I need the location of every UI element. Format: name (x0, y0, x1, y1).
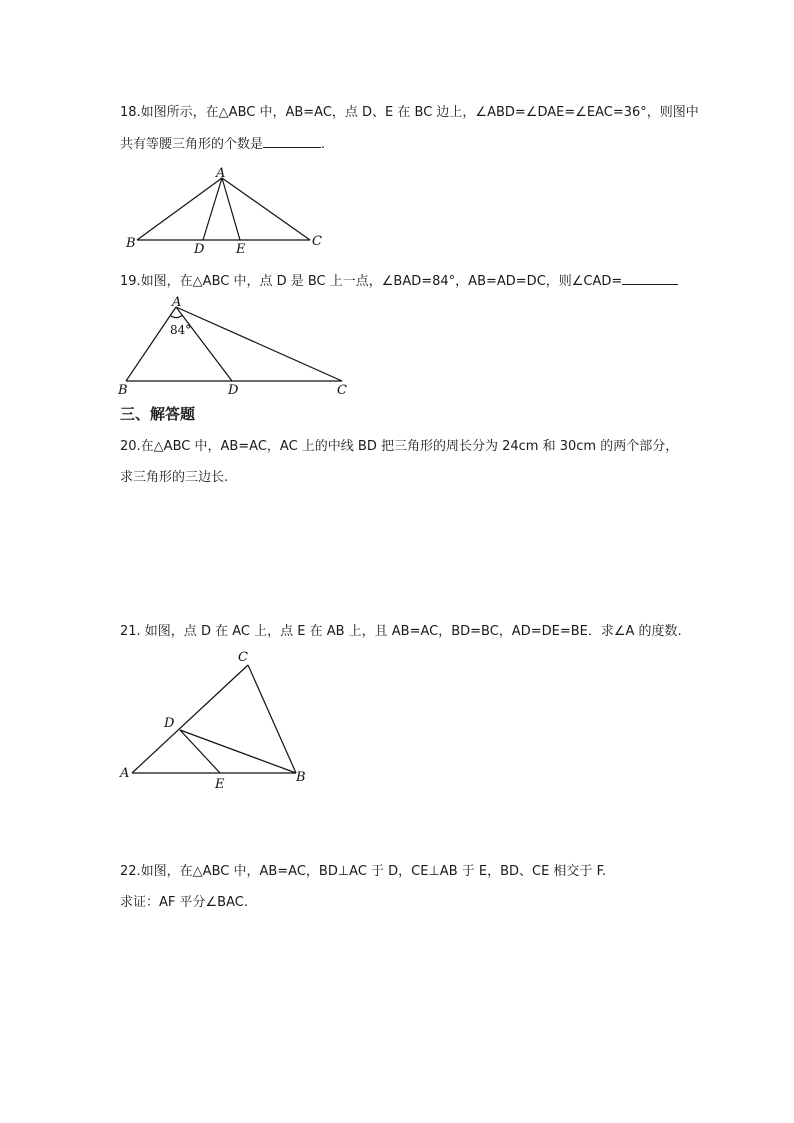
q22-line1: 22.如图，在△ABC 中，AB=AC，BD⊥AC 于 D，CE⊥AB 于 E，BD、CE 相交于 F. (120, 864, 607, 879)
q21-label-d: D (164, 716, 175, 731)
q21-segment-bc (248, 665, 296, 773)
q18-line2-end: . (321, 137, 326, 152)
q21-label-a: A (120, 766, 130, 781)
q19-text: 19.如图，在△ABC 中，点 D 是 BC 上一点，∠BAD=84°，AB=AD=DC，则∠CAD= (120, 274, 623, 289)
q21-label-c: C (238, 650, 248, 665)
q18-line1: 18.如图所示，在△ABC 中，AB=AC，点 D、E 在 BC 边上，∠ABD=∠DAE=∠EAC=36°，则图中 (120, 105, 699, 120)
q18-label-a: A (216, 166, 226, 181)
section-title: 三、解答题 (120, 405, 196, 423)
q19-label-a: A (172, 295, 182, 310)
q18-label-b: B (126, 236, 136, 251)
q21-line: 21. 如图，点 D 在 AC 上，点 E 在 AB 上，且 AB=AC，BD=BC，AD=DE=BE．求∠A 的度数. (120, 624, 682, 639)
q19-label-b: B (118, 383, 128, 398)
q21-label-e: E (215, 777, 225, 792)
q19-label-d: D (228, 383, 239, 398)
q18-label-c: C (312, 234, 322, 249)
q19-angle-label: 84° (170, 323, 192, 337)
q19-label-c: C (337, 383, 347, 398)
q20-line2: 求三角形的三边长. (120, 470, 229, 485)
q18-line2-text: 共有等腰三角形的个数是 (120, 137, 264, 152)
q18-label-d: D (194, 242, 205, 257)
q21-segment-ac (132, 665, 248, 773)
q18-label-e: E (236, 242, 246, 257)
q21-segment-bd (180, 730, 296, 773)
q21-label-b: B (296, 770, 306, 785)
q21-segment-de (180, 730, 220, 773)
q20-line1: 20.在△ABC 中，AB=AC，AC 上的中线 BD 把三角形的周长分为 24cm 和 30cm 的两个部分， (120, 439, 679, 454)
q22-line2: 求证：AF 平分∠BAC. (120, 895, 248, 910)
